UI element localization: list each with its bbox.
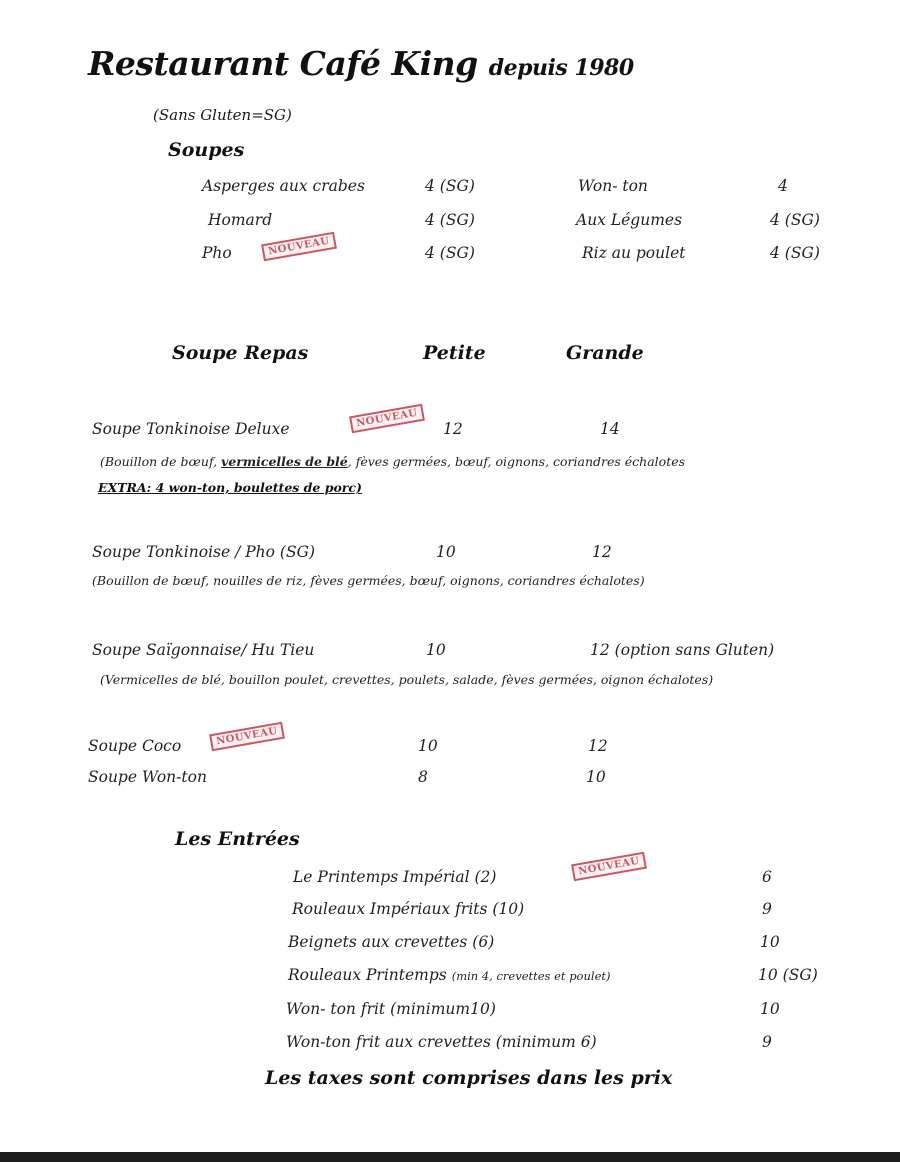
- soupe-repas-name: Soupe Won-ton: [88, 768, 207, 786]
- entree-price: 9: [762, 1033, 772, 1051]
- price-petite: 10: [436, 543, 456, 561]
- entree-price: 6: [762, 868, 772, 886]
- desc-highlight: vermicelles de blé: [221, 454, 348, 469]
- desc-part: , fèves germées, bœuf, oignons, coriandres échalotes: [347, 454, 686, 469]
- price-grande: 10: [586, 768, 606, 786]
- soupe-item-price: 4 (SG): [425, 177, 475, 195]
- since-year: depuis 1980: [488, 55, 634, 81]
- taxes-note: Les taxes sont comprises dans les prix: [265, 1067, 673, 1089]
- entree-price: 10: [760, 933, 780, 951]
- column-heading-grande: Grande: [566, 342, 644, 364]
- soupe-item-price: 4 (SG): [770, 244, 820, 262]
- soupe-repas-name: Soupe Saïgonnaise/ Hu Tieu: [92, 641, 315, 659]
- soupe-repas-extra: EXTRA: 4 won-ton, boulettes de porc): [98, 480, 362, 495]
- nouveau-stamp: NOUVEAU: [349, 404, 425, 434]
- soupe-item-name: Pho: [202, 244, 232, 262]
- price-grande: 12: [588, 737, 608, 755]
- price-grande: 12: [592, 543, 612, 561]
- soupe-item-price: 4 (SG): [425, 244, 475, 262]
- price-grande: 12 (option sans Gluten): [590, 641, 775, 659]
- section-heading-soupes: Soupes: [168, 139, 245, 161]
- soupe-item-price: 4: [778, 177, 788, 195]
- restaurant-name: Restaurant Café King: [88, 44, 478, 83]
- column-heading-petite: Petite: [423, 342, 486, 364]
- gluten-free-legend: (Sans Gluten=SG): [153, 106, 292, 124]
- soupe-item-name: Asperges aux crabes: [202, 177, 365, 195]
- entree-name: Won- ton frit (minimum10): [286, 1000, 496, 1018]
- soupe-repas-name: Soupe Tonkinoise Deluxe: [92, 420, 290, 438]
- soupe-repas-description: (Bouillon de bœuf, nouilles de riz, fèves germées, bœuf, oignons, coriandres échalotes): [92, 573, 645, 588]
- nouveau-stamp: NOUVEAU: [209, 722, 285, 752]
- soupe-item-name: Riz au poulet: [582, 244, 686, 262]
- desc-part: (Bouillon de bœuf,: [100, 454, 222, 469]
- section-heading-soupe-repas: Soupe Repas: [172, 342, 309, 364]
- price-petite: 12: [443, 420, 463, 438]
- section-heading-entrees: Les Entrées: [175, 828, 300, 850]
- entree-name-text: Rouleaux Printemps: [288, 966, 447, 984]
- price-petite: 10: [418, 737, 438, 755]
- entree-name: [288, 966, 610, 984]
- soupe-item-price: 4 (SG): [425, 211, 475, 229]
- nouveau-stamp: NOUVEAU: [261, 232, 337, 262]
- price-grande: 14: [600, 420, 620, 438]
- soupe-item-price: 4 (SG): [770, 211, 820, 229]
- soupe-repas-description: [100, 454, 685, 469]
- soupe-repas-description: (Vermicelles de blé, bouillon poulet, crevettes, poulets, salade, fèves germées, oignon échalotes): [100, 672, 714, 687]
- soupe-item-name: Aux Légumes: [576, 211, 683, 229]
- entree-price: 10: [760, 1000, 780, 1018]
- entree-price: 10 (SG): [758, 966, 818, 984]
- soupe-item-name: Homard: [208, 211, 273, 229]
- nouveau-stamp: NOUVEAU: [571, 852, 647, 882]
- entree-name: Beignets aux crevettes (6): [288, 933, 495, 951]
- soupe-item-name: Won- ton: [578, 177, 648, 195]
- price-petite: 8: [418, 768, 428, 786]
- entree-name: Rouleaux Impériaux frits (10): [292, 900, 525, 918]
- restaurant-title: [88, 44, 634, 83]
- price-petite: 10: [426, 641, 446, 659]
- bottom-edge-bar: [0, 1152, 900, 1162]
- soupe-repas-name: Soupe Tonkinoise / Pho (SG): [92, 543, 315, 561]
- entree-name: Won-ton frit aux crevettes (minimum 6): [286, 1033, 597, 1051]
- entree-note: (min 4, crevettes et poulet): [451, 969, 611, 983]
- soupe-repas-name: Soupe Coco: [88, 737, 182, 755]
- entree-price: 9: [762, 900, 772, 918]
- entree-name: Le Printemps Impérial (2): [293, 868, 497, 886]
